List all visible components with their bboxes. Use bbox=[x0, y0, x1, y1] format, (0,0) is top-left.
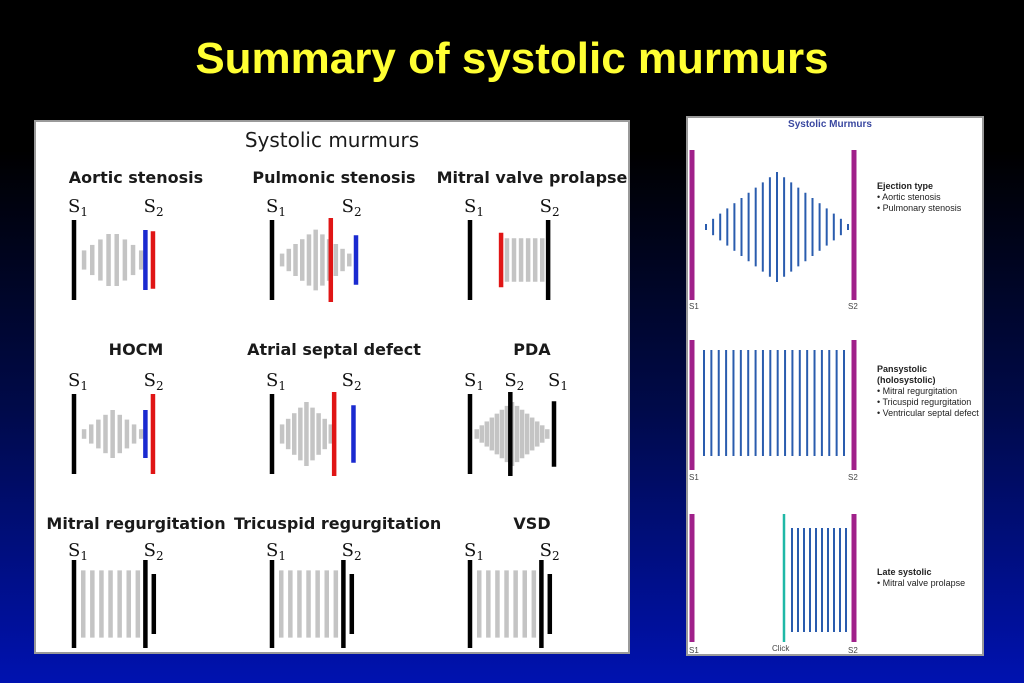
s-label: $S_2$ bbox=[143, 196, 164, 219]
pansystolic-bullet: • Mitral regurgitation bbox=[877, 386, 958, 396]
s-label: $S_2$ bbox=[341, 540, 362, 563]
s-label: $S_2$ bbox=[504, 370, 525, 393]
murmur-cell bbox=[234, 342, 434, 512]
murmur-phonogram bbox=[36, 342, 236, 512]
ejection-type-bullet: • Pulmonary stenosis bbox=[877, 203, 962, 213]
murmur-phonogram bbox=[234, 342, 434, 512]
murmur-cell bbox=[234, 512, 442, 654]
murmur-cell bbox=[36, 168, 236, 338]
pansystolic-heart-sound-bar bbox=[690, 340, 695, 470]
s-label: $S_1$ bbox=[548, 370, 568, 393]
murmur-phonogram bbox=[432, 512, 630, 654]
late-systolic-notes bbox=[877, 567, 984, 589]
s1-label: S1 bbox=[689, 646, 699, 655]
late-systolic-title: Late systolic bbox=[877, 567, 932, 577]
click-label: Click bbox=[772, 644, 790, 653]
s1-label: S1 bbox=[689, 473, 699, 482]
pansystolic-heart-sound-bar bbox=[852, 340, 857, 470]
murmur-cell-title: VSD bbox=[513, 514, 551, 533]
schematic-heading: Systolic Murmurs bbox=[788, 119, 872, 130]
ejection-heart-sound-bar bbox=[852, 150, 857, 300]
pansystolic-bullet: • Tricuspid regurgitation bbox=[877, 397, 972, 407]
s-label: $S_1$ bbox=[464, 196, 484, 219]
s-label: $S_2$ bbox=[341, 370, 362, 393]
murmur-phonogram bbox=[36, 168, 236, 338]
late-systolic-heart-sound-bar bbox=[852, 514, 857, 642]
s-label: $S_1$ bbox=[464, 370, 484, 393]
murmur-cell-title: Tricuspid regurgitation bbox=[234, 514, 442, 533]
murmur-phonogram bbox=[36, 512, 236, 654]
s-label: $S_1$ bbox=[68, 540, 88, 563]
murmur-cell bbox=[432, 342, 630, 512]
s1-label: S1 bbox=[689, 302, 699, 311]
s-label: $S_2$ bbox=[341, 196, 362, 219]
murmur-cell-title: PDA bbox=[513, 340, 551, 359]
murmur-phonogram bbox=[432, 342, 630, 512]
ejection-type-title: Ejection type bbox=[877, 181, 934, 191]
diagram-heading: Systolic murmurs bbox=[244, 128, 420, 152]
late-systolic-bullet: • Mitral valve prolapse bbox=[877, 578, 966, 588]
s-label: $S_1$ bbox=[68, 370, 88, 393]
murmur-cell-title: Mitral valve prolapse bbox=[436, 168, 628, 187]
murmur-cell-title: Aortic stenosis bbox=[68, 168, 204, 187]
s2-label: S2 bbox=[848, 646, 858, 655]
murmur-cell-title: Mitral regurgitation bbox=[46, 514, 226, 533]
murmur-cell bbox=[432, 512, 630, 654]
murmur-cell bbox=[36, 512, 236, 654]
s-label: $S_2$ bbox=[143, 370, 164, 393]
s2-label: S2 bbox=[848, 473, 858, 482]
s-label: $S_1$ bbox=[266, 196, 286, 219]
s-label: $S_1$ bbox=[464, 540, 484, 563]
pansystolic-title: Pansystolic (holosystolic) bbox=[877, 364, 936, 385]
systolic-murmurs-schematic-panel bbox=[686, 116, 984, 656]
s-label: $S_2$ bbox=[143, 540, 164, 563]
ejection-type-bullet: • Aortic stenosis bbox=[877, 192, 941, 202]
s-label: $S_2$ bbox=[539, 196, 560, 219]
murmur-cell bbox=[36, 342, 236, 512]
slide-title: Summary of systolic murmurs bbox=[195, 34, 829, 83]
s2-label: S2 bbox=[848, 302, 858, 311]
s-label: $S_1$ bbox=[266, 370, 286, 393]
s-label: $S_2$ bbox=[539, 540, 560, 563]
systolic-murmurs-diagram-panel bbox=[34, 120, 630, 654]
murmur-cell bbox=[234, 168, 434, 338]
murmur-phonogram bbox=[234, 168, 434, 338]
pansystolic-notes bbox=[877, 364, 984, 419]
s-label: $S_1$ bbox=[68, 196, 88, 219]
pansystolic-bullet: • Ventricular septal defect bbox=[877, 408, 979, 418]
murmur-cell bbox=[432, 168, 630, 338]
murmur-cell-title: HOCM bbox=[108, 340, 164, 359]
murmur-phonogram bbox=[432, 168, 630, 338]
murmur-cell-title: Atrial septal defect bbox=[247, 340, 421, 359]
murmur-phonogram bbox=[234, 512, 442, 654]
late-systolic-heart-sound-bar bbox=[690, 514, 695, 642]
murmur-cell-title: Pulmonic stenosis bbox=[252, 168, 416, 187]
ejection-heart-sound-bar bbox=[690, 150, 695, 300]
s-label: $S_1$ bbox=[266, 540, 286, 563]
ejection-type-notes bbox=[877, 181, 984, 214]
